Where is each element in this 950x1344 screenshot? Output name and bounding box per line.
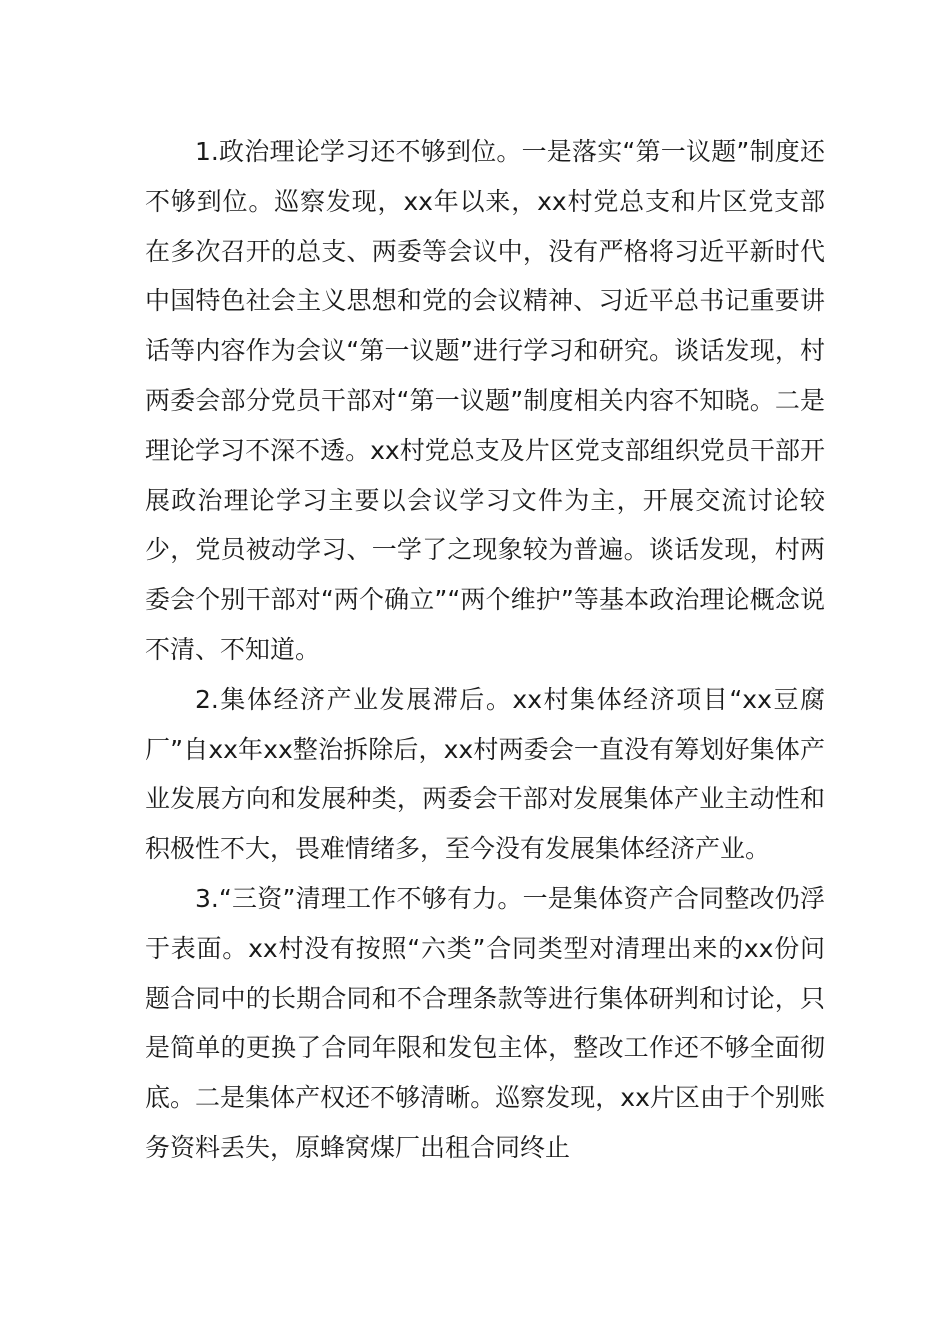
paragraph-1: 1.政治理论学习还不够到位。一是落实“第一议题”制度还不够到位。巡察发现，xx年以来，xx村党总支和片区党支部在多次召开的总支、两委等会议中，没有严格将习近平新时代中国特色社会主义思想和党的会议精神、习近平总书记重要讲话等内容作为会议“第一议题”进行学习和研究。谈话发现，村两委会部分党员干部对“第一议题”制度相关内容不知晓。二是理论学习不深不透。xx村党总支及片区党支部组织党员干部开展政治理论学习主要以会议学习文件为主，开展交流讨论较少，党员被动学习、一学了之现象较为普遍。谈话发现，村两委会个别干部对“两个确立”“两个维护”等基本政治理论概念说不清、不知道。: [145, 137, 825, 664]
document-body: [145, 127, 825, 1173]
paragraph-3: 3.“三资”清理工作不够有力。一是集体资产合同整改仍浮于表面。xx村没有按照“六类”合同类型对清理出来的xx份问题合同中的长期合同和不合理条款等进行集体研判和讨论，只是简单的更换了合同年限和发包主体，整改工作还不够全面彻底。二是集体产权还不够清晰。巡察发现，xx片区由于个别账务资料丢失，原蜂窝煤厂出租合同终止: [145, 883, 825, 1162]
paragraph-2: 2.集体经济产业发展滞后。xx村集体经济项目“xx豆腐厂”自xx年xx整治拆除后，xx村两委会一直没有筹划好集体产业发展方向和发展种类，两委会干部对发展集体产业主动性和积极性不大，畏难情绪多，至今没有发展集体经济产业。: [145, 684, 825, 864]
